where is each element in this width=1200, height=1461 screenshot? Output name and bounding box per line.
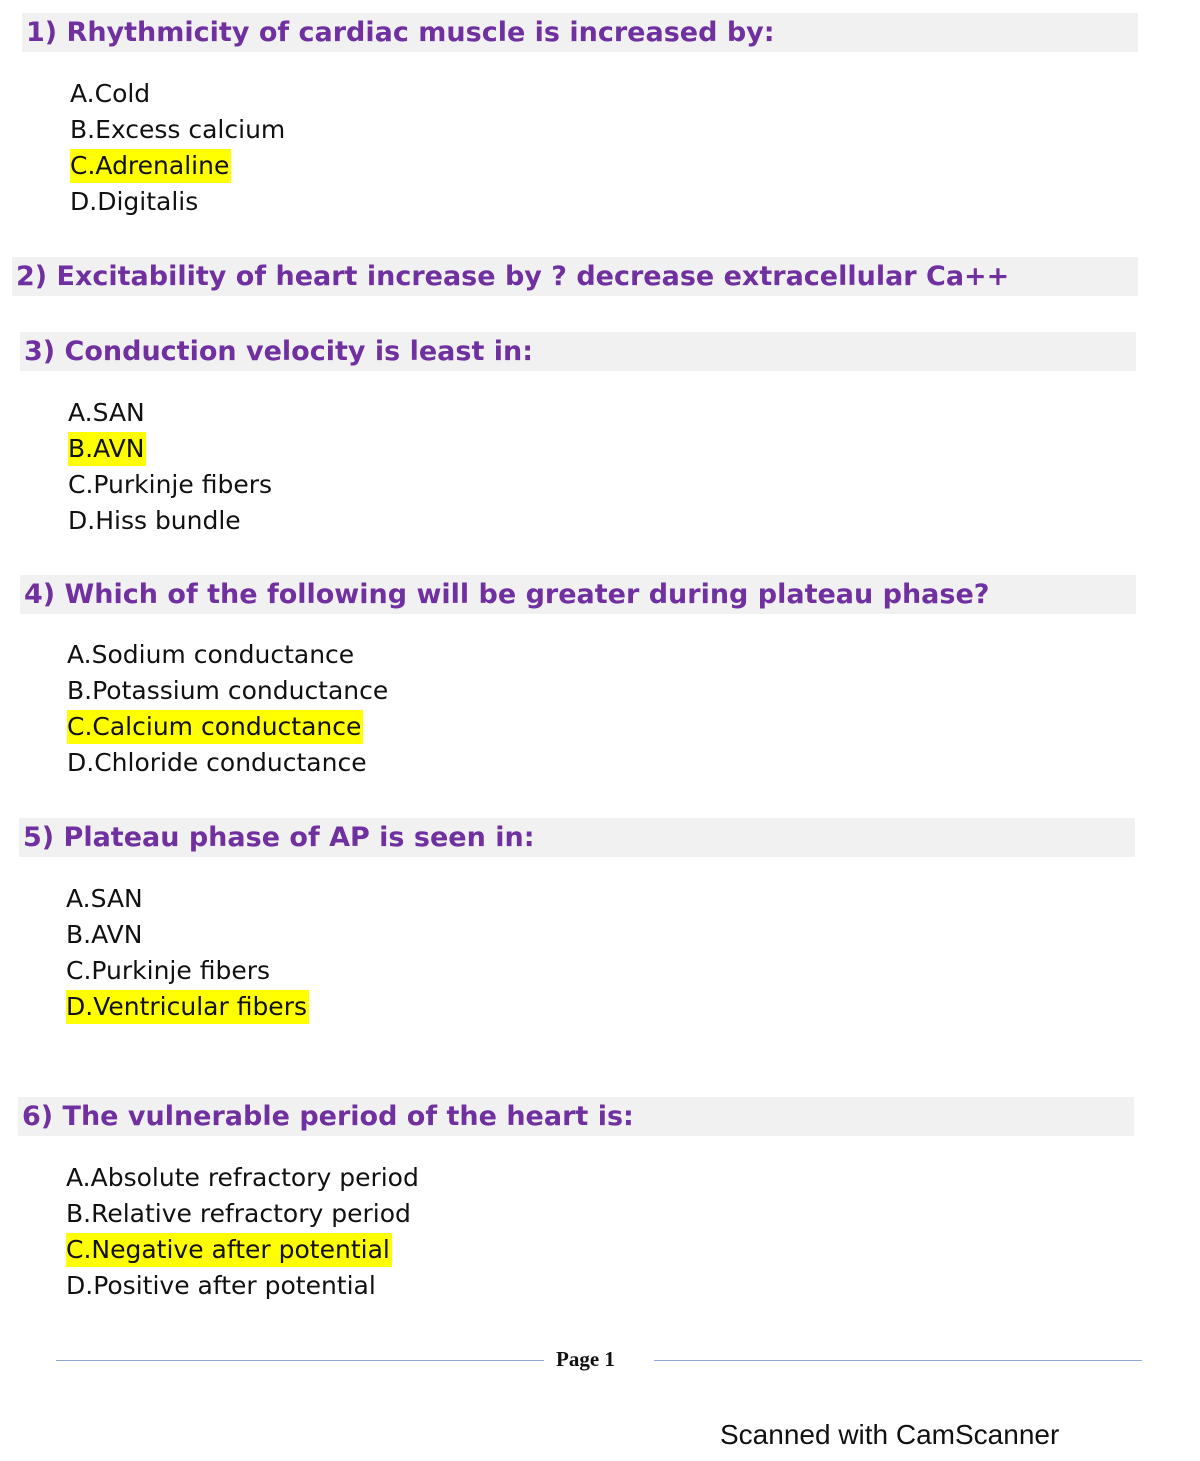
option-4d: D.Chloride conductance (67, 748, 367, 777)
question-6-options (66, 1160, 421, 1304)
page-number: Page 1 (556, 1347, 615, 1371)
option-3a: A.SAN (68, 398, 145, 427)
option-4b: B.Potassium conductance (67, 676, 389, 705)
question-6-title: 6) The vulnerable period of the heart is: (22, 1101, 634, 1132)
question-1-title: 1) Rhythmicity of cardiac muscle is increased by: (26, 17, 775, 48)
question-3-options (68, 395, 274, 539)
question-4-header (20, 575, 1136, 614)
option-5a: A.SAN (66, 884, 143, 913)
option-3b-highlighted: B.AVN (68, 431, 274, 467)
option-1d: D.Digitalis (70, 187, 199, 216)
question-1-header (22, 13, 1138, 52)
option-3d: D.Hiss bundle (68, 506, 241, 535)
question-1-options (70, 76, 287, 220)
question-6-header (18, 1097, 1134, 1136)
question-2-title: 2) Excitability of heart increase by ? decrease extracellular Ca++ (16, 261, 1010, 292)
footer-rule-right (654, 1360, 1142, 1361)
option-6c-highlighted: C.Negative after potential (66, 1232, 421, 1268)
option-6a: A.Absolute refractory period (66, 1163, 419, 1192)
option-1a: A.Cold (70, 79, 151, 108)
option-3c: C.Purkinje fibers (68, 470, 273, 499)
question-3-header (20, 332, 1136, 371)
option-4c-highlighted: C.Calcium conductance (67, 709, 390, 745)
question-5-options (66, 881, 309, 1025)
footer-rule-left (56, 1360, 544, 1361)
option-6b: B.Relative refractory period (66, 1199, 411, 1228)
option-5c: C.Purkinje fibers (66, 956, 271, 985)
question-2-header (12, 257, 1138, 296)
option-1b: B.Excess calcium (70, 115, 286, 144)
option-5b: B.AVN (66, 920, 143, 949)
option-1c-highlighted: C.Adrenaline (70, 148, 287, 184)
option-5d-highlighted: D.Ventricular fibers (66, 989, 309, 1025)
question-5-header (19, 818, 1135, 857)
option-6d: D.Positive after potential (66, 1271, 376, 1300)
question-4-options (67, 637, 390, 781)
option-4a: A.Sodium conductance (67, 640, 355, 669)
question-3-title: 3) Conduction velocity is least in: (24, 336, 534, 367)
question-5-title: 5) Plateau phase of AP is seen in: (23, 822, 535, 853)
camscanner-watermark: Scanned with CamScanner (720, 1419, 1060, 1450)
question-4-title: 4) Which of the following will be greater during plateau phase? (24, 579, 990, 610)
